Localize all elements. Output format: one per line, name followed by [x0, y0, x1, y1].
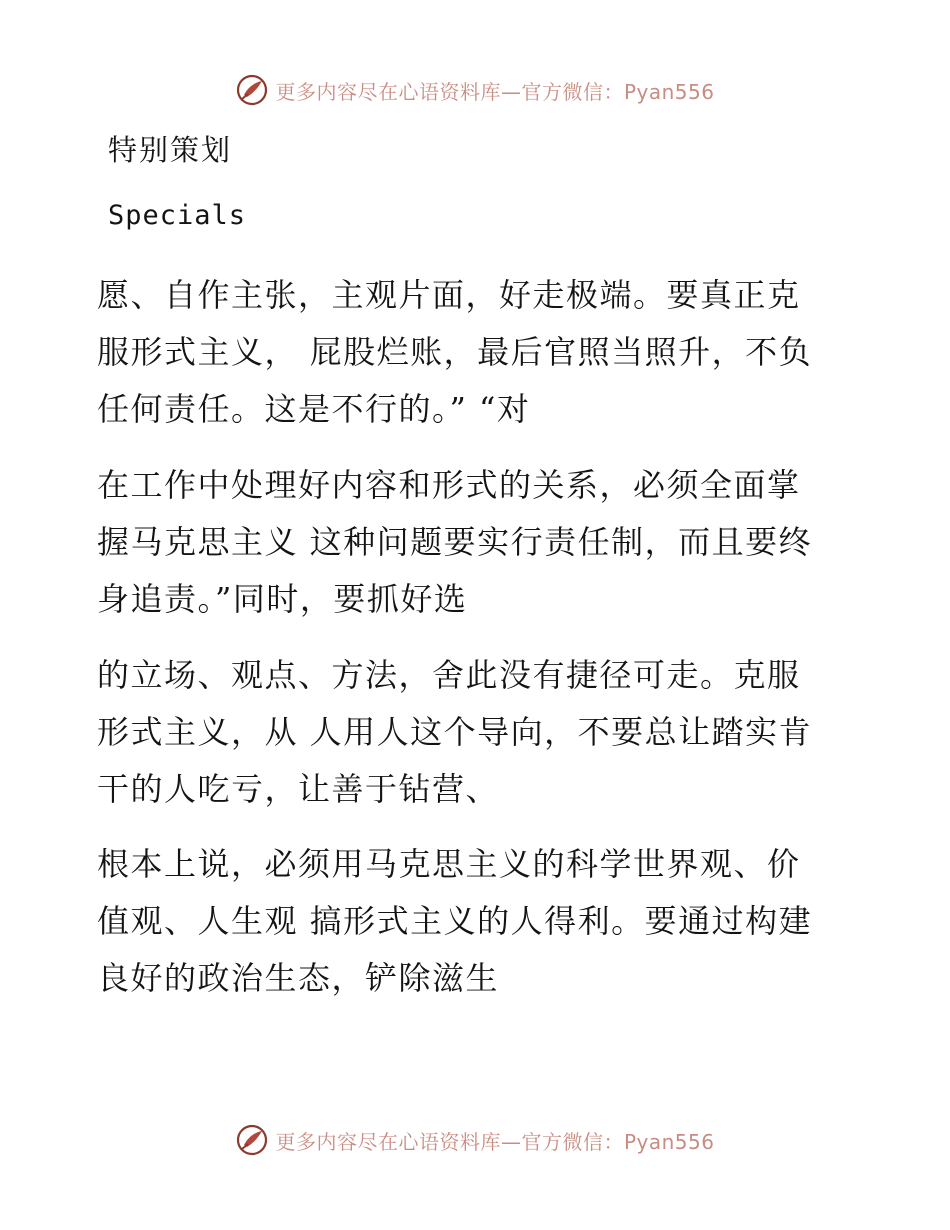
paragraph-line: 在工作中处理好内容和形式的关系，必须全面掌 — [97, 466, 801, 504]
section-title-english: Specials — [108, 200, 247, 231]
paragraph-3 — [97, 647, 837, 818]
pen-nib-logo-icon — [235, 73, 269, 107]
paragraph-line: 服形式主义， 屁股烂账，最后官照当照升，不负 — [97, 333, 813, 371]
paragraph-line: 良好的政治生态，铲除滋生 — [97, 959, 500, 997]
paragraph-line: 值观、人生观 搞形式主义的人得利。要通过构建 — [97, 902, 813, 940]
paragraph-line: 任何责任。这是不行的。” “对 — [97, 390, 531, 428]
paragraph-line: 干的人吃亏，让善于钻营、 — [97, 770, 500, 808]
paragraph-line: 握马克思主义 这种问题要实行责任制，而且要终 — [97, 523, 813, 561]
paragraph-line: 愿、自作主张，主观片面，好走极端。要真正克 — [97, 276, 801, 314]
paragraph-line: 的立场、观点、方法，舍此没有捷径可走。克服 — [97, 656, 801, 694]
paragraph-4 — [97, 836, 837, 1007]
paragraph-line: 身追责。”同时，要抓好选 — [97, 580, 468, 618]
footer-banner-text: 更多内容尽在心语资料库—官方微信：Pyan556 — [275, 1129, 715, 1154]
paragraph-line: 根本上说，必须用马克思主义的科学世界观、价 — [97, 845, 801, 883]
paragraph-line: 形式主义，从 人用人这个导向，不要总让踏实肯 — [97, 713, 813, 751]
header-banner-text: 更多内容尽在心语资料库—官方微信：Pyan556 — [275, 79, 715, 104]
footer-banner — [0, 1120, 950, 1160]
paragraph-1 — [97, 267, 837, 438]
pen-nib-logo-icon — [235, 1123, 269, 1157]
header-banner — [0, 70, 950, 110]
section-title-chinese: 特别策划 — [108, 133, 233, 167]
paragraph-2 — [97, 457, 837, 628]
